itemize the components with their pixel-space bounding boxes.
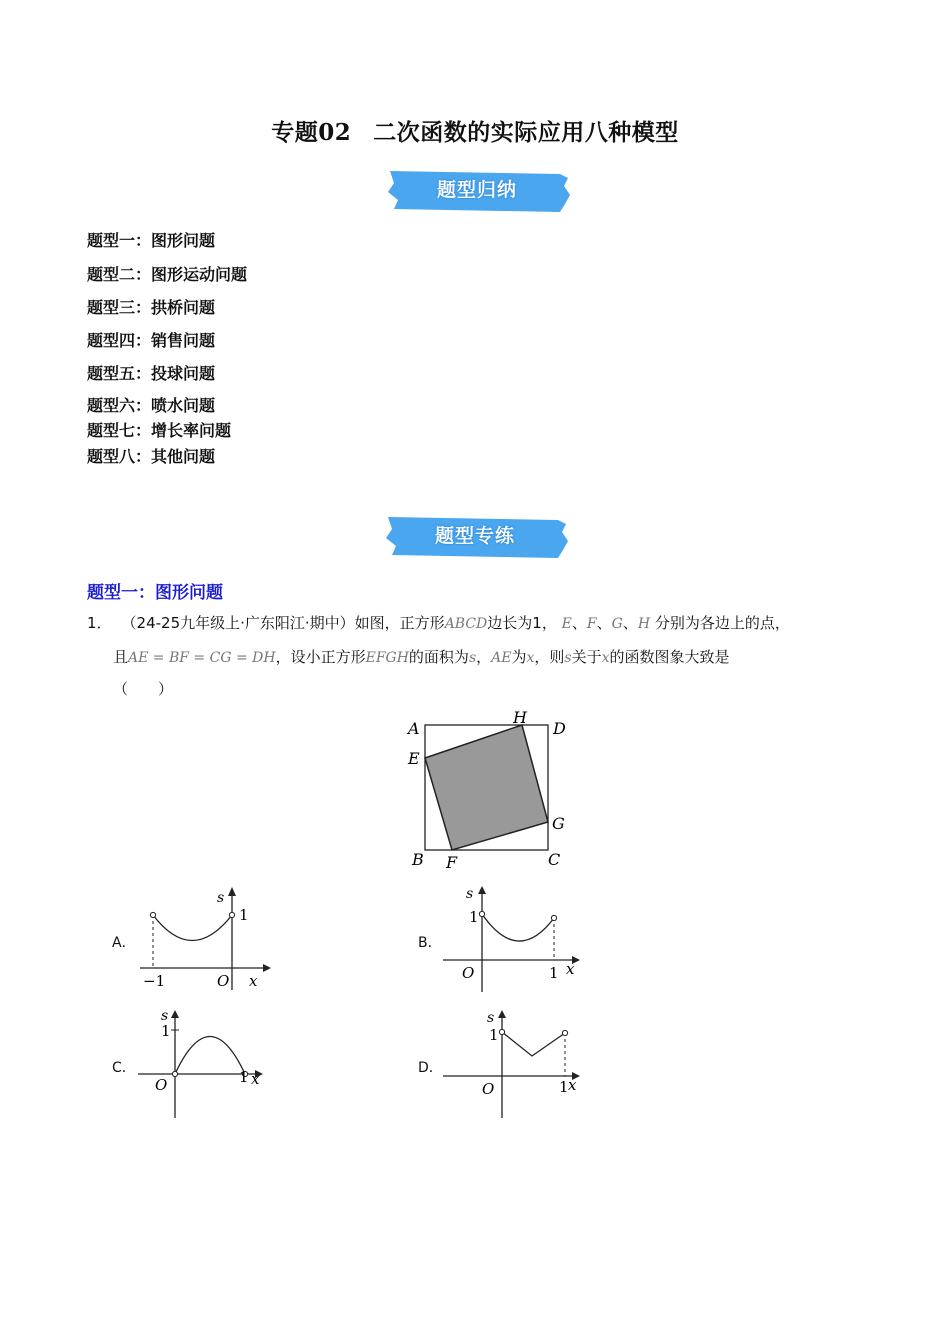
math-s: s (468, 650, 477, 666)
axis-s-label: s (466, 886, 474, 902)
question-text: 的函数图象大致是 (609, 648, 730, 666)
x-arrow-icon (263, 964, 271, 972)
y-arrow-icon (498, 1010, 506, 1018)
option-b-graph[interactable] (440, 882, 585, 994)
axis-s-label: s (161, 1008, 169, 1024)
question-text: 如图，正方形 (354, 614, 445, 632)
question-text: 且 (113, 648, 129, 666)
curve (175, 1037, 245, 1075)
question-text: 分别为各边上的点， (654, 614, 790, 632)
tick-one-y-label: 1 (161, 1022, 171, 1040)
tick-one-x-label: 1 (239, 1068, 249, 1086)
math-ae: AE (491, 650, 512, 666)
axis-x-label: x (249, 972, 258, 990)
title-main: 二次函数的实际应用八种模型 (373, 119, 679, 146)
origin-label: O (482, 1080, 495, 1098)
label-c: C (548, 850, 561, 869)
curve (502, 1032, 565, 1056)
summary-banner (382, 168, 572, 214)
option-d-graph[interactable] (440, 1004, 585, 1122)
type-item: 题型四：销售问题 (87, 331, 216, 350)
separator: 、 (596, 614, 612, 632)
label-g: G (552, 814, 565, 833)
separator: 、 (571, 614, 587, 632)
type-item: 题型二：图形运动问题 (87, 265, 248, 284)
math-e: E (561, 616, 572, 632)
axis-s-label: s (487, 1010, 495, 1026)
option-b-label[interactable]: B． (418, 935, 442, 951)
inner-square (425, 725, 548, 850)
tick-one-x-label: 1 (549, 964, 559, 982)
option-a-graph[interactable] (135, 882, 275, 992)
tick-one-y-label: 1 (489, 1026, 499, 1044)
option-d-label[interactable]: D． (418, 1060, 443, 1076)
option-c-graph[interactable] (135, 1004, 275, 1122)
question-text: 为 (511, 648, 527, 666)
origin-label: O (155, 1076, 168, 1094)
math-x: x (601, 650, 610, 666)
label-f: F (446, 853, 458, 872)
type-item: 题型七：增长率问题 (87, 421, 232, 440)
title-prefix: 专题02 (271, 119, 352, 146)
square-figure (400, 705, 590, 875)
label-d: D (553, 719, 566, 738)
answer-parentheses: （ ） (113, 680, 174, 698)
separator: 、 (622, 614, 638, 632)
tick-neg1-label: −1 (143, 972, 166, 990)
label-e: E (408, 749, 420, 768)
question-number: 1． (87, 614, 112, 632)
label-h: H (513, 708, 527, 727)
curve (482, 914, 554, 941)
question-line-2 (113, 646, 730, 667)
math-h: H (637, 616, 651, 632)
math-efgh: EFGH (365, 650, 409, 666)
question-text: ，设小正方形 (275, 648, 366, 666)
math-abcd: ABCD (444, 616, 488, 632)
axis-x-label: x (566, 960, 575, 978)
y-arrow-icon (478, 886, 486, 894)
question-text: ， (476, 648, 492, 666)
practice-banner (380, 514, 570, 560)
type-item: 题型八：其他问题 (87, 447, 216, 466)
math-s: s (564, 650, 572, 666)
origin-label: O (462, 964, 475, 982)
summary-banner-label: 题型归纳 (436, 179, 517, 201)
type-item: 题型五：投球问题 (87, 364, 216, 383)
tick-one-x-label: 1 (559, 1078, 569, 1096)
math-g: G (611, 616, 623, 632)
practice-banner-label: 题型专练 (434, 525, 515, 547)
option-a-label[interactable]: A． (112, 935, 136, 951)
axis-x-label: x (568, 1076, 577, 1094)
type-item: 题型六：喷水问题 (87, 396, 216, 415)
type-item: 题型一：图形问题 (87, 231, 216, 250)
question-text: 边长为1， (487, 614, 557, 632)
question-source: （24-25九年级上·广东阳江·期中） (121, 614, 355, 632)
question-line-1 (87, 612, 790, 633)
axis-x-label: x (251, 1070, 260, 1088)
math-equation: AE = BF = CG = DH (128, 650, 276, 666)
math-f: F (586, 616, 597, 632)
y-arrow-icon (171, 1010, 179, 1018)
type-item: 题型三：拱桥问题 (87, 298, 216, 317)
tick-one-label: 1 (239, 906, 249, 924)
tick-one-y-label: 1 (469, 908, 479, 926)
question-text: 关于 (571, 648, 602, 666)
page-title (0, 114, 950, 147)
label-b: B (412, 850, 424, 869)
section-heading: 题型一：图形问题 (87, 583, 223, 603)
question-text: 的面积为 (408, 648, 469, 666)
axis-s-label: s (217, 890, 225, 906)
y-arrow-icon (228, 887, 236, 896)
math-x: x (526, 650, 535, 666)
question-text: ，则 (534, 648, 565, 666)
curve (153, 915, 232, 941)
origin-label: O (217, 972, 230, 990)
label-a: A (408, 719, 420, 738)
option-c-label[interactable]: C． (112, 1060, 136, 1076)
